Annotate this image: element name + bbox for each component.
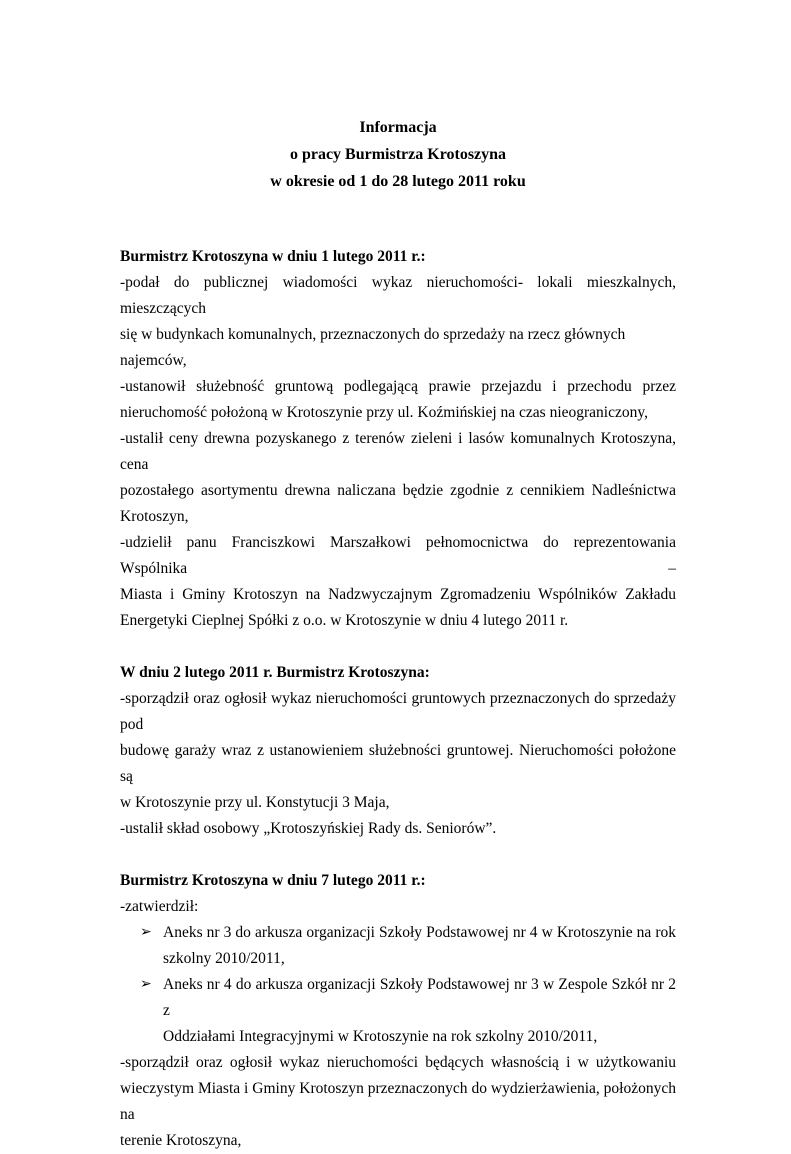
text-line: Oddziałami Integracyjnymi w Krotoszynie na rok szkolny 2010/2011, — [163, 1028, 598, 1045]
section-heading: Burmistrz Krotoszyna w dniu 7 lutego 2011 r.: — [120, 872, 426, 889]
section-heading: Burmistrz Krotoszyna w dniu 1 lutego 2011 r.: — [120, 248, 426, 265]
section-feb-2 — [120, 660, 676, 842]
section-feb-7 — [120, 868, 676, 1154]
list-item-text — [163, 972, 676, 1050]
paragraph — [120, 816, 676, 842]
document-body — [120, 244, 676, 1154]
text-line: Aneks nr 4 do arkusza organizacji Szkoły Podstawowej nr 3 w Zespole Szkół nr 2 z — [163, 976, 676, 1019]
text-line: w Krotoszynie przy ul. Konstytucji 3 Maja, — [120, 794, 390, 811]
text-line: budowę garaży wraz z ustanowieniem służebności gruntowej. Nieruchomości położone są — [120, 742, 676, 785]
section-feb-1 — [120, 244, 676, 634]
text-line: Krotoszyn, — [120, 508, 189, 525]
text-line: -udzielił panu Franciszkowi Marszałkowi pełnomocnictwa do reprezentowania Wspólnika – — [120, 534, 676, 577]
text-line: -sporządził oraz ogłosił wykaz nieruchomości gruntowych przeznaczonych do sprzedaży pod — [120, 690, 676, 733]
text-line: wieczystym Miasta i Gminy Krotoszyn przeznaczonych do wydzierżawienia, położonych na — [120, 1080, 676, 1123]
text-line: terenie Krotoszyna, — [120, 1132, 242, 1149]
paragraph — [120, 1050, 676, 1154]
text-line: szkolny 2010/2011, — [163, 950, 285, 967]
spacer — [120, 634, 676, 660]
text-line: pozostałego asortymentu drewna naliczana będzie zgodnie z cennikiem Nadleśnictwa — [120, 482, 676, 499]
paragraph — [120, 426, 676, 530]
text-line: -ustalił skład osobowy „Krotoszyńskiej Rady ds. Seniorów”. — [120, 820, 497, 837]
text-line: -ustanowił służebność gruntową podlegającą prawie przejazdu i przechodu przez — [120, 378, 676, 395]
section-heading: W dniu 2 lutego 2011 r. Burmistrz Krotoszyna: — [120, 664, 430, 681]
list-item-text — [163, 920, 676, 972]
list-item — [120, 972, 676, 1050]
text-line: nieruchomość położoną w Krotoszynie przy ul. Koźmińskiej na czas nieograniczony, — [120, 404, 648, 421]
title-line-1: Informacja — [359, 119, 437, 136]
section-intro: -zatwierdził: — [120, 898, 199, 915]
text-line: Miasta i Gminy Krotoszyn na Nadzwyczajnym Zgromadzeniu Wspólników Zakładu — [120, 586, 676, 603]
text-line: Energetyki Cieplnej Spółki z o.o. w Krotoszynie w dniu 4 lutego 2011 r. — [120, 612, 569, 629]
arrow-bullet-icon: ➢ — [140, 977, 152, 992]
spacer — [120, 842, 676, 868]
text-line: -sporządził oraz ogłosił wykaz nieruchomości będących własnością i w użytkowaniu — [120, 1054, 676, 1071]
text-line: -podał do publicznej wiadomości wykaz nieruchomości- lokali mieszkalnych, mieszczących — [120, 274, 676, 317]
document-title — [120, 114, 676, 195]
arrow-bullet-icon: ➢ — [140, 925, 152, 940]
title-line-3: w okresie od 1 do 28 lutego 2011 roku — [270, 173, 526, 190]
text-line: się w budynkach komunalnych, przeznaczonych do sprzedaży na rzecz głównych najemców, — [120, 326, 626, 369]
list-item — [120, 920, 676, 972]
text-line: Aneks nr 3 do arkusza organizacji Szkoły Podstawowej nr 4 w Krotoszynie na rok — [163, 924, 676, 941]
title-line-2: o pracy Burmistrza Krotoszyna — [289, 146, 507, 163]
paragraph — [120, 686, 676, 816]
paragraph — [120, 374, 676, 426]
paragraph — [120, 270, 676, 374]
text-line: -ustalił ceny drewna pozyskanego z terenów zieleni i lasów komunalnych Krotoszyna, cena — [120, 430, 676, 473]
paragraph — [120, 530, 676, 634]
